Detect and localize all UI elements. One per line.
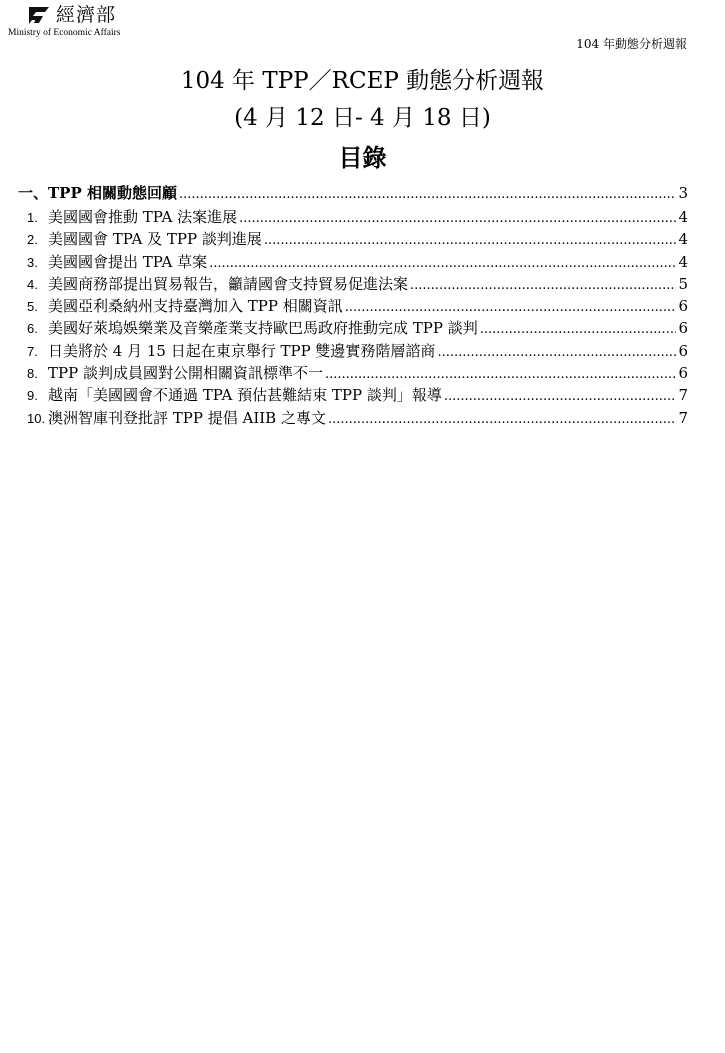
toc-item-page: 4	[678, 208, 688, 226]
toc-item[interactable]	[18, 362, 688, 384]
report-date-range: (4 月 12 日- 4 月 18 日)	[234, 105, 491, 131]
toc-item-number: 9.	[27, 388, 38, 404]
report-tag: 104 年動態分析週報	[576, 37, 687, 51]
report-title: 104 年 TPP／RCEP 動態分析週報	[180, 68, 545, 94]
toc-item-page: 4	[678, 252, 688, 271]
toc-item-number: 4.	[27, 276, 38, 292]
toc-item-label: TPP 談判成員國對公開相關資訊標準不一	[48, 364, 323, 383]
toc-item[interactable]	[18, 384, 688, 406]
toc-section-label: TPP 相關動態回顧	[48, 184, 177, 202]
toc-item-label: 美國亞利桑納州支持臺灣加入 TPP 相關資訊	[48, 297, 343, 316]
toc-item-page: 6	[678, 364, 688, 383]
ministry-logo	[8, 3, 148, 39]
toc-item[interactable]	[18, 295, 688, 317]
toc-item[interactable]	[18, 273, 688, 295]
toc-item-page: 6	[678, 341, 688, 360]
toc-item-number: 3.	[27, 254, 38, 270]
toc-item-label: 美國好萊塢娛樂業及音樂產業支持歐巴馬政府推動完成 TPP 談判	[48, 319, 478, 338]
toc-section-prefix: 一、	[18, 184, 49, 202]
toc-leader-dots	[328, 409, 676, 431]
toc-leader-dots	[325, 364, 676, 386]
toc-item-label: 日美將於 4 月 15 日起在東京舉行 TPP 雙邊實務階層諮商	[48, 341, 436, 360]
toc-item-number: 5.	[27, 299, 38, 315]
toc-item-page: 7	[678, 386, 688, 405]
table-of-contents	[18, 182, 688, 429]
toc-item-page: 6	[678, 319, 688, 338]
toc-leader-dots	[437, 342, 676, 364]
toc-leader-dots	[179, 184, 676, 206]
toc-leader-dots	[444, 386, 676, 408]
toc-item-page: 6	[678, 297, 688, 316]
toc-leader-dots	[345, 297, 676, 319]
toc-item-number: 8.	[27, 366, 38, 382]
toc-item-page: 7	[678, 408, 688, 427]
toc-item-label: 越南「美國國會不通過 TPA 預估甚難結束 TPP 談判」報導	[48, 386, 442, 405]
toc-section-page: 3	[678, 184, 688, 202]
toc-leader-dots	[239, 208, 676, 230]
toc-item[interactable]	[18, 317, 688, 339]
toc-item[interactable]	[18, 340, 688, 362]
toc-leader-dots	[480, 319, 676, 341]
toc-leader-dots	[264, 230, 676, 252]
toc-leader-dots	[209, 253, 676, 275]
toc-item-page: 5	[678, 274, 688, 293]
toc-item[interactable]	[18, 228, 688, 250]
toc-item-number: 6.	[27, 321, 38, 337]
toc-item-number: 7.	[27, 343, 38, 359]
toc-item-label: 澳洲智庫刊登批評 TPP 提倡 AIIB 之專文	[48, 408, 326, 427]
toc-item-list	[18, 206, 688, 429]
toc-item-label: 美國商務部提出貿易報告，籲請國會支持貿易促進法案	[48, 274, 409, 293]
toc-item[interactable]	[18, 251, 688, 273]
toc-leader-dots	[410, 275, 676, 297]
ministry-emblem-icon	[27, 5, 51, 25]
toc-item-number: 1.	[27, 210, 38, 225]
ministry-english-name: Ministry of Economic Affairs	[8, 28, 121, 38]
ministry-name: 經濟部	[56, 4, 117, 26]
toc-item[interactable]	[18, 206, 688, 228]
toc-item[interactable]	[18, 407, 688, 429]
toc-item-number: 10.	[27, 410, 46, 426]
toc-item-number: 2.	[27, 232, 38, 248]
contents-heading: 目錄	[338, 143, 387, 172]
toc-item-label: 美國國會推動 TPA 法案進展	[48, 208, 238, 226]
toc-section-row[interactable]	[18, 182, 688, 206]
toc-item-page: 4	[678, 230, 688, 249]
toc-item-label: 美國國會 TPA 及 TPP 談判進展	[48, 230, 262, 249]
toc-item-label: 美國國會提出 TPA 草案	[48, 252, 208, 271]
